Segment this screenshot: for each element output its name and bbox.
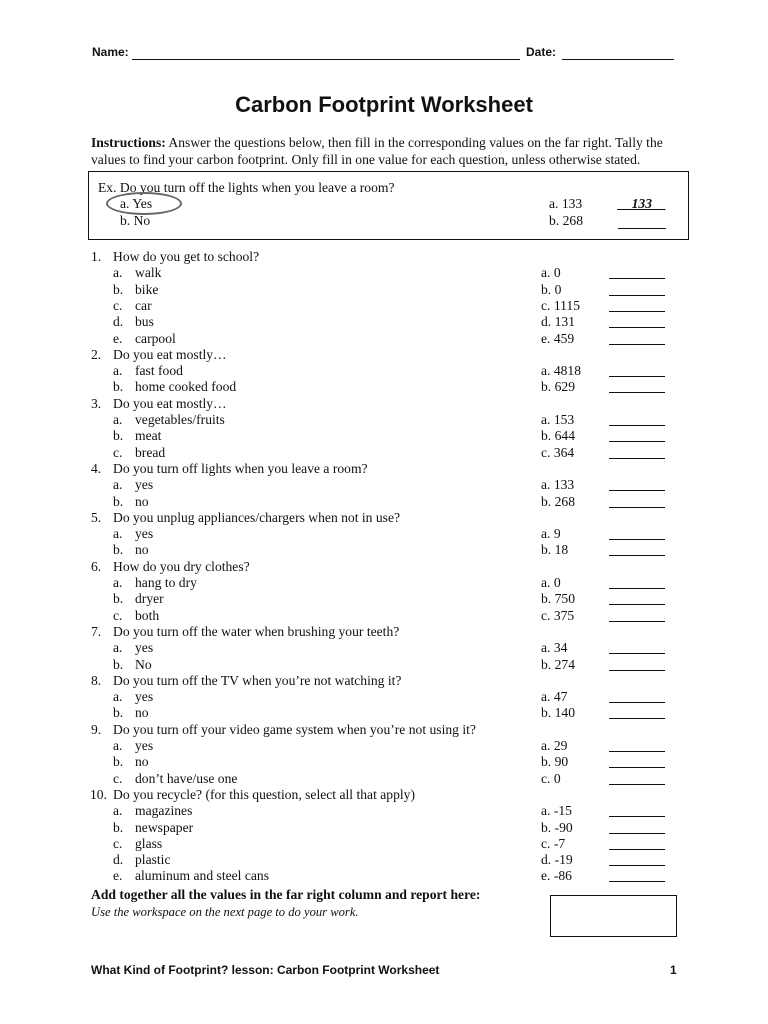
option-text: yes [135,640,154,656]
option-letter: e. [113,330,123,346]
option-letter: a. [113,640,123,656]
option-value: a. 47 [541,689,568,705]
answer-blank[interactable] [609,441,665,442]
instructions-line1: Answer the questions below, then fill in the corresponding values on the far right. Tally the [165,135,663,150]
question-text: Do you turn off the TV when you’re not watching it? [113,672,402,688]
option-value: a. 34 [541,640,568,656]
option-letter: b. [113,428,124,444]
option-value: c. 1115 [541,297,581,313]
option-text: car [135,297,152,313]
answer-blank[interactable] [609,507,665,508]
option-text: yes [135,477,154,493]
answer-blank[interactable] [609,376,665,377]
answer-blank[interactable] [609,425,665,426]
answer-blank[interactable] [609,881,665,882]
option-value: b. 140 [541,705,575,721]
option-letter: c. [113,835,123,851]
option-letter: c. [113,770,123,786]
answer-blank[interactable] [609,604,665,605]
instructions [91,135,691,168]
option-text: no [135,754,149,770]
answer-blank[interactable] [609,555,665,556]
answer-blank[interactable] [609,849,665,850]
example-value-a: a. 133 [549,196,583,211]
option-value: a. 29 [541,738,568,753]
option-value: d. 131 [541,314,575,330]
example-answer-blank-b[interactable] [618,228,666,229]
option-value: a. 133 [541,477,575,493]
option-value: d. -19 [541,852,573,868]
option-value: e. -86 [541,868,572,884]
option-letter: a. [113,575,123,590]
option-letter: a. [113,526,123,542]
option-letter: a. [113,363,123,379]
option-text: no [135,705,149,721]
option-letter: c. [113,607,123,623]
option-letter: b. [113,379,124,395]
option-value: b. 18 [541,542,569,558]
answer-blank[interactable] [609,816,665,817]
option-letter: b. [113,819,124,835]
option-text: bread [135,444,166,460]
option-letter: c. [113,444,123,460]
question-text: Do you unplug appliances/chargers when not in use? [113,509,401,525]
option-text: plastic [135,852,171,868]
question-text: Do you turn off lights when you leave a room? [113,460,368,476]
option-text: newspaper [135,819,194,835]
footer-lesson-title: What Kind of Footprint? lesson: Carbon Footprint Worksheet [91,963,440,977]
example-answer-a: __133__ [618,196,666,211]
option-text: bike [135,281,159,297]
workspace-note: Use the workspace on the next page to do your work. [91,905,359,919]
question-text: Do you turn off the water when brushing your teeth? [113,623,400,639]
option-value: a. 0 [541,265,561,281]
option-text: hang to dry [135,575,197,590]
answer-blank[interactable] [609,344,665,345]
total-answer-box[interactable] [550,895,677,937]
question-number: 5. [91,509,102,525]
option-letter: a. [113,738,123,753]
question-number: 3. [91,395,102,411]
example-value-b: b. 268 [549,213,583,228]
option-value: e. 459 [541,330,575,346]
option-text: walk [135,265,162,281]
option-value: c. 364 [541,444,575,460]
option-letter: b. [113,591,124,607]
option-value: a. 0 [541,575,561,590]
answer-blank[interactable] [609,392,665,393]
question-number: 7. [91,623,102,639]
option-letter: d. [113,314,124,330]
option-value: b. -90 [541,819,573,835]
option-letter: d. [113,852,124,868]
total-label: Add together all the values in the far right column and report here: [91,887,481,902]
option-text: No [135,656,152,672]
question-number: 4. [91,460,102,476]
option-letter: a. [113,412,123,427]
answer-blank[interactable] [609,702,665,703]
option-letter: b. [113,493,124,509]
answer-blank[interactable] [609,670,665,671]
option-text: bus [135,314,154,330]
question-number: 8. [91,672,102,688]
question-text: How do you get to school? [113,249,260,264]
option-letter: c. [113,297,123,313]
question-text: Do you eat mostly… [113,395,227,411]
answer-blank[interactable] [609,751,665,752]
option-letter: b. [113,705,124,721]
answer-blank[interactable] [609,278,665,279]
option-text: don’t have/use one [135,770,238,786]
name-field[interactable] [132,59,520,60]
question-number: 10. [90,786,107,802]
question-text: Do you eat mostly… [113,346,227,362]
example-option-a: a. Yes [120,196,153,211]
answer-blank[interactable] [609,784,665,785]
answer-blank[interactable] [609,311,665,312]
option-letter: b. [113,754,124,770]
option-value: a. 4818 [541,363,582,379]
example-question: Ex. Do you turn off the lights when you leave a room? [98,180,395,195]
question-number: 6. [91,558,102,574]
question-text: How do you dry clothes? [113,558,250,574]
option-value: b. 644 [541,428,575,444]
answer-blank[interactable] [609,621,665,622]
question-text: Do you recycle? (for this question, select all that apply) [113,786,415,802]
option-text: glass [135,835,163,851]
answer-blank[interactable] [609,327,665,328]
option-letter: a. [113,477,123,493]
option-text: meat [135,428,162,444]
option-text: yes [135,526,154,542]
option-text: yes [135,738,154,753]
option-value: a. -15 [541,803,572,819]
option-letter: b. [113,542,124,558]
date-field[interactable] [562,59,674,60]
option-letter: e. [113,868,123,884]
option-text: yes [135,689,154,705]
answer-blank[interactable] [609,539,665,540]
question-number: 1. [91,249,102,264]
option-value: c. -7 [541,835,566,851]
option-text: home cooked food [135,379,237,395]
option-value: a. 153 [541,412,575,427]
option-value: c. 0 [541,770,561,786]
name-label: Name: [92,45,129,59]
option-text: no [135,493,149,509]
option-text: aluminum and steel cans [135,868,270,884]
option-value: b. 629 [541,379,575,395]
option-letter: a. [113,265,123,281]
option-value: a. 9 [541,526,561,542]
option-text: magazines [135,803,193,819]
answer-blank[interactable] [609,767,665,768]
answer-blank[interactable] [609,718,665,719]
answer-blank[interactable] [609,295,665,296]
option-value: b. 274 [541,656,575,672]
example-option-b: b. No [120,213,151,228]
question-text: Do you turn off your video game system when you’re not using it? [113,721,476,737]
option-text: vegetables/fruits [135,412,225,427]
option-text: dryer [135,591,164,607]
option-value: b. 750 [541,591,575,607]
date-label: Date: [526,45,557,59]
option-value: b. 0 [541,281,562,297]
option-value: b. 268 [541,493,575,509]
question-number: 9. [91,721,102,737]
answer-blank[interactable] [609,653,665,654]
header-row [92,45,674,65]
option-letter: a. [113,803,123,819]
answer-blank[interactable] [609,458,665,459]
answer-blank[interactable] [609,588,665,589]
option-text: carpool [135,330,176,346]
option-letter: a. [113,689,123,705]
option-letter: b. [113,656,124,672]
answer-blank[interactable] [609,833,665,834]
question-number: 2. [91,346,102,362]
option-text: no [135,542,149,558]
answer-blank[interactable] [609,865,665,866]
option-text: both [135,607,160,623]
option-value: c. 375 [541,607,575,623]
option-value: b. 90 [541,754,569,770]
page-title: Carbon Footprint Worksheet [235,92,533,117]
option-letter: b. [113,281,124,297]
instructions-line2: values to find your carbon footprint. Only fill in one value for each question, unless otherwise stated. [91,151,641,167]
answer-blank[interactable] [609,490,665,491]
option-text: fast food [135,363,183,379]
footer-page-number: 1 [670,963,677,977]
instructions-lead: Instructions: [91,135,166,150]
